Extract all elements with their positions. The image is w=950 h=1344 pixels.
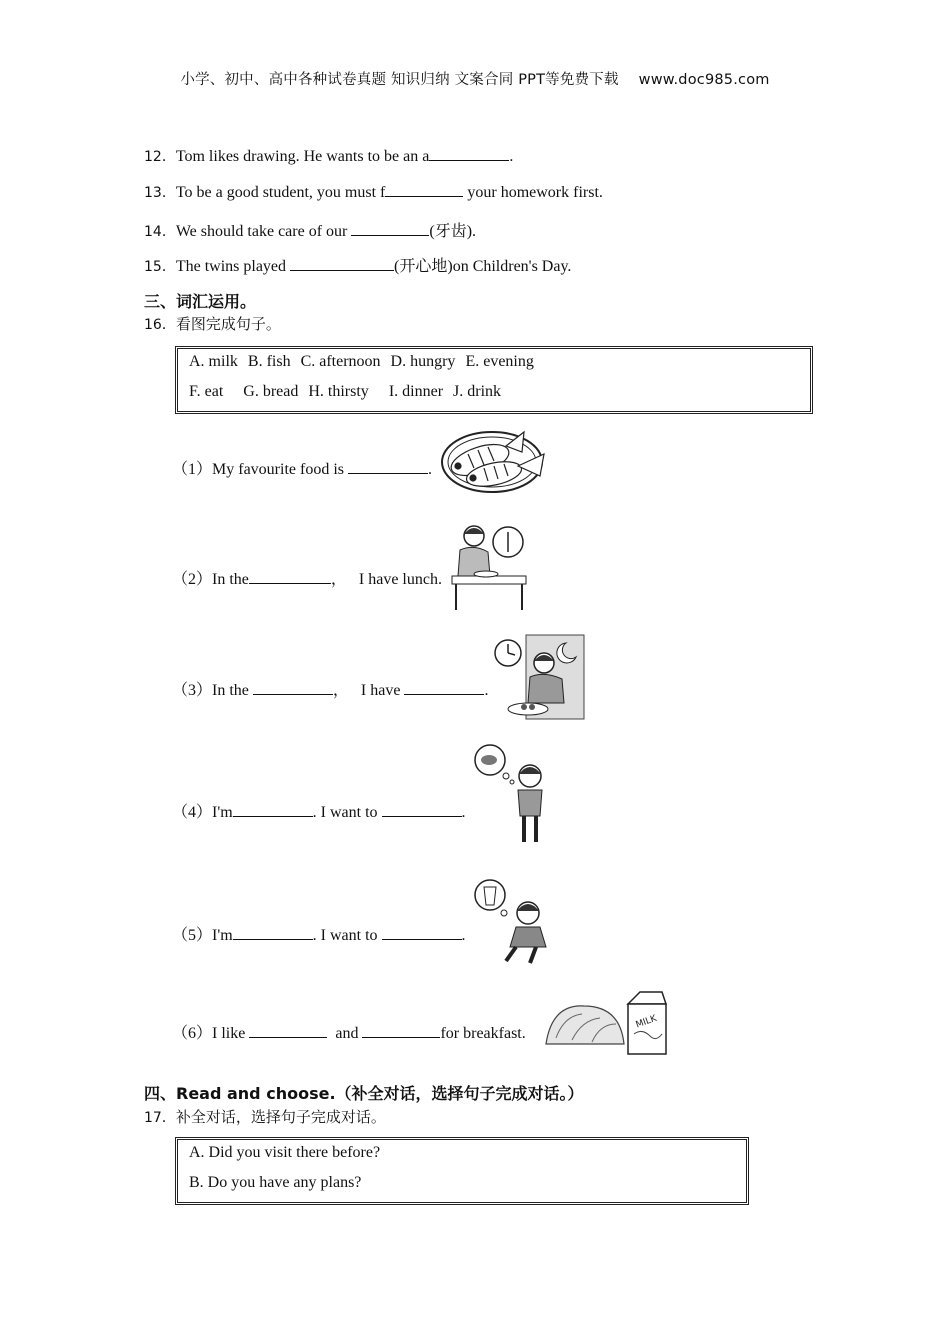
answer-blank[interactable] [362, 1023, 440, 1038]
boy-lunch-image [450, 522, 528, 612]
answer-blank[interactable] [233, 802, 313, 817]
answer-blank[interactable] [233, 925, 313, 940]
word-bank-row-1: A. milk B. fish C. afternoon D. hungry E. evening [189, 353, 534, 370]
question-12: 12．Tom likes drawing. He wants to be an a . [144, 148, 514, 165]
answer-blank[interactable] [351, 221, 429, 236]
subquestion-4: （4）I'm . I want to . [172, 804, 466, 821]
boy-dinner-image [492, 633, 586, 723]
subquestion-5: （5）I'm . I want to . [172, 927, 466, 944]
answer-blank[interactable] [348, 459, 428, 474]
answer-blank[interactable] [429, 146, 509, 161]
answer-blank[interactable] [382, 925, 462, 940]
answer-blank[interactable] [253, 680, 333, 695]
answer-blank[interactable] [290, 256, 394, 271]
answer-blank[interactable] [249, 1023, 327, 1038]
answer-blank[interactable] [385, 182, 463, 197]
option-b: B. Do you have any plans? [189, 1174, 362, 1191]
subquestion-3: （3）In the ， I have . [172, 682, 489, 699]
subquestion-1: （1）My favourite food is . [172, 461, 432, 478]
fish-plate-image [440, 418, 552, 496]
bread-image [542, 1000, 626, 1048]
question-16-prompt: 16．看图完成句子。 [144, 315, 281, 333]
milk-carton-image [622, 990, 670, 1056]
word-bank-16 [175, 346, 813, 414]
section-title-4: 四、Read and choose.（补全对话，选择句子完成对话。） [144, 1084, 584, 1103]
word-bank-row-2: F. eat G. bread H. thirsty I. dinner J. drink [189, 383, 502, 400]
hungry-boy-image [472, 742, 552, 846]
header-text: 小学、初中、高中各种试卷真题 知识归纳 文案合同 PPT等免费下载 [180, 72, 619, 88]
thirsty-girl-image [472, 877, 556, 965]
page-header [0, 68, 950, 89]
question-15: 15．The twins played (开心地)on Children's Day. [144, 258, 572, 275]
options-box-17 [175, 1137, 749, 1205]
question-14: 14．We should take care of our (牙齿). [144, 223, 477, 240]
header-url[interactable]: www.doc985.com [638, 72, 770, 88]
subquestion-2: （2）In the ， I have lunch. [172, 571, 442, 588]
milk-label: MILK [634, 1013, 659, 1031]
section-title-3: 三、词汇运用。 [144, 292, 257, 311]
answer-blank[interactable] [249, 569, 331, 584]
question-17-prompt: 17．补全对话，选择句子完成对话。 [144, 1108, 386, 1126]
answer-blank[interactable] [382, 802, 462, 817]
question-13: 13．To be a good student, you must f your homework first. [144, 184, 603, 201]
subquestion-6: （6）I like and for breakfast. [172, 1025, 526, 1042]
answer-blank[interactable] [404, 680, 484, 695]
option-a: A. Did you visit there before? [189, 1144, 381, 1161]
